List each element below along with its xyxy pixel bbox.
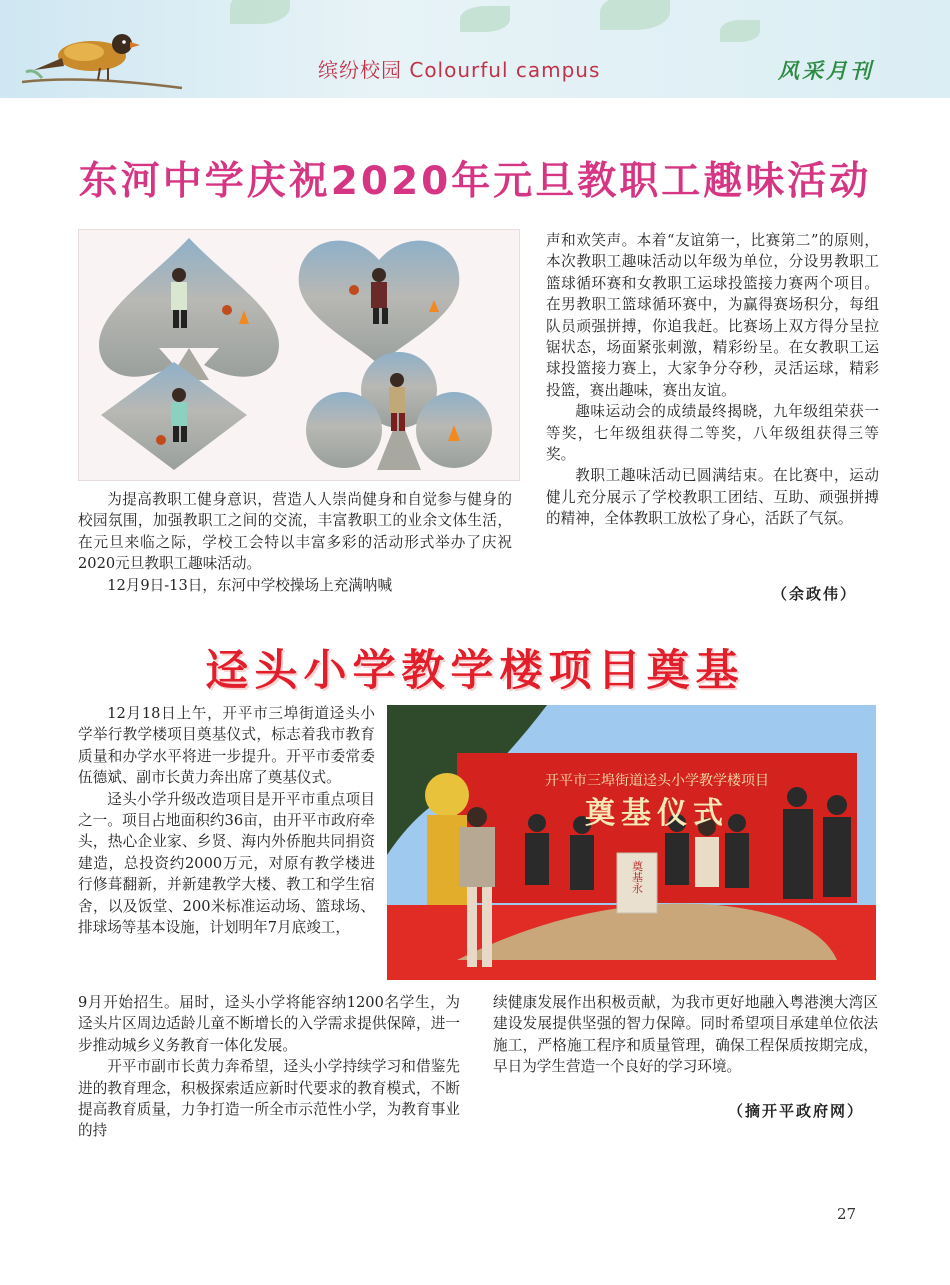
paragraph: 续健康发展作出积极贡献，为我市更好地融入粤港澳大湾区建设发展提供坚强的智力保障。同时希望项目承建单位依法施工，严格施工程序和质量管理，确保工程保质按期完成，早日为学生营造一个良好的学习环境。 bbox=[493, 994, 878, 1076]
stone-text: 奠基永 bbox=[630, 860, 644, 894]
article1-credit: （余政伟） bbox=[772, 585, 858, 603]
leaf-decoration bbox=[230, 0, 290, 24]
article2-title: 迳头小学教学楼项目奠基 bbox=[205, 646, 745, 696]
leaf-decoration bbox=[460, 6, 510, 32]
paragraph: 开平市副市长黄力奔希望，迳头小学持续学习和借鉴先进的教育理念，积极探索适应新时代要求的教育模式，不断提高教育质量，力争打造一所全市示范性小学，为教育事业的持 bbox=[78, 1058, 460, 1140]
section-tag: 缤纷校园 Colourful campus bbox=[318, 58, 601, 82]
paragraph: 趣味运动会的成绩最终揭晓，九年级组荣获一等奖，七年级组获得二等奖，八年级组获得三等奖。 bbox=[546, 403, 879, 464]
paragraph: 12月9日-13日，东河中学校操场上充满呐喊 bbox=[107, 576, 393, 594]
paragraph: 9月开始招生。届时，迳头小学将能容纳1200名学生，为迳头片区周边适龄儿童不断增长的入学需求提供保障，进一步推动城乡义务教育一体化发展。 bbox=[78, 994, 460, 1054]
article1-photo-collage bbox=[78, 229, 520, 481]
magazine-name: 风采月刊 bbox=[778, 58, 874, 83]
ceremony-image bbox=[387, 705, 876, 980]
collage-image bbox=[79, 230, 519, 480]
article2-narrow-column bbox=[78, 703, 375, 938]
leaf-decoration bbox=[600, 0, 670, 30]
page-header bbox=[0, 0, 950, 98]
paragraph: 迳头小学升级改造项目是开平市重点项目之一。项目占地面积约36亩，由开平市政府牵头，热心企业家、乡贤、海内外侨胞共同捐资建造，总投资约2000万元，对原有教学楼进行修葺翻新，并新建教学大楼、教工和学生宿舍，以及饭堂、200米标准运动场、篮球场、排球场等基本设施，计划明年7月底竣工， bbox=[78, 790, 375, 937]
article1-title: 东河中学庆祝2020年元旦教职工趣味活动 bbox=[78, 159, 872, 204]
paragraph: 12月18日上午，开平市三埠街道迳头小学举行教学楼项目奠基仪式，标志着我市教育质量和办学水平将进一步提升。开平市委常委伍德斌、副市长黄力奔出席了奠基仪式。 bbox=[78, 705, 375, 787]
paragraph: 声和欢笑声。本着“友谊第一，比赛第二”的原则，本次教职工趣味活动以年级为单位，分设男教职工篮球循环赛和女教职工运球投篮接力赛两个项目。在男教职工篮球循环赛中，为赢得赛场积分，每组队员顽强拼搏，你追我赶。比赛场上双方得分呈拉锯状态，场面紧张刺激，精彩纷呈。在女教职工运球投篮接力赛上，大家争分夺秒，灵活运球，精彩投篮，赛出趣味，赛出友谊。 bbox=[546, 232, 879, 399]
article1-right-column bbox=[546, 230, 879, 530]
article1-left-column bbox=[78, 489, 512, 596]
paragraph: 教职工趣味活动已圆满结束。在比赛中，运动健儿充分展示了学校教职工团结、互助、顽强拼搏的精神，全体教职工放松了身心，活跃了气氛。 bbox=[546, 467, 879, 528]
page-number: 27 bbox=[837, 1205, 857, 1223]
article2-right-column bbox=[493, 992, 878, 1078]
paragraph: 为提高教职工健身意识，营造人人崇尚健身和自觉参与健身的校园氛围，加强教职工之间的交流，丰富教职工的业余文体生活，在元旦来临之际，学校工会特以丰富多彩的活动形式举办了庆祝2020元旦教职工趣味活动。 bbox=[78, 491, 512, 573]
article2-credit: （摘开平政府网） bbox=[728, 1102, 865, 1120]
article2-ceremony-photo bbox=[387, 705, 876, 980]
banner-line2: 奠基仪式 bbox=[585, 796, 729, 831]
banner-line1: 开平市三埠街道迳头小学教学楼项目 bbox=[545, 773, 769, 789]
article2-left-column bbox=[78, 992, 460, 1142]
bird-branch-icon bbox=[22, 20, 192, 95]
leaf-decoration bbox=[720, 20, 760, 42]
